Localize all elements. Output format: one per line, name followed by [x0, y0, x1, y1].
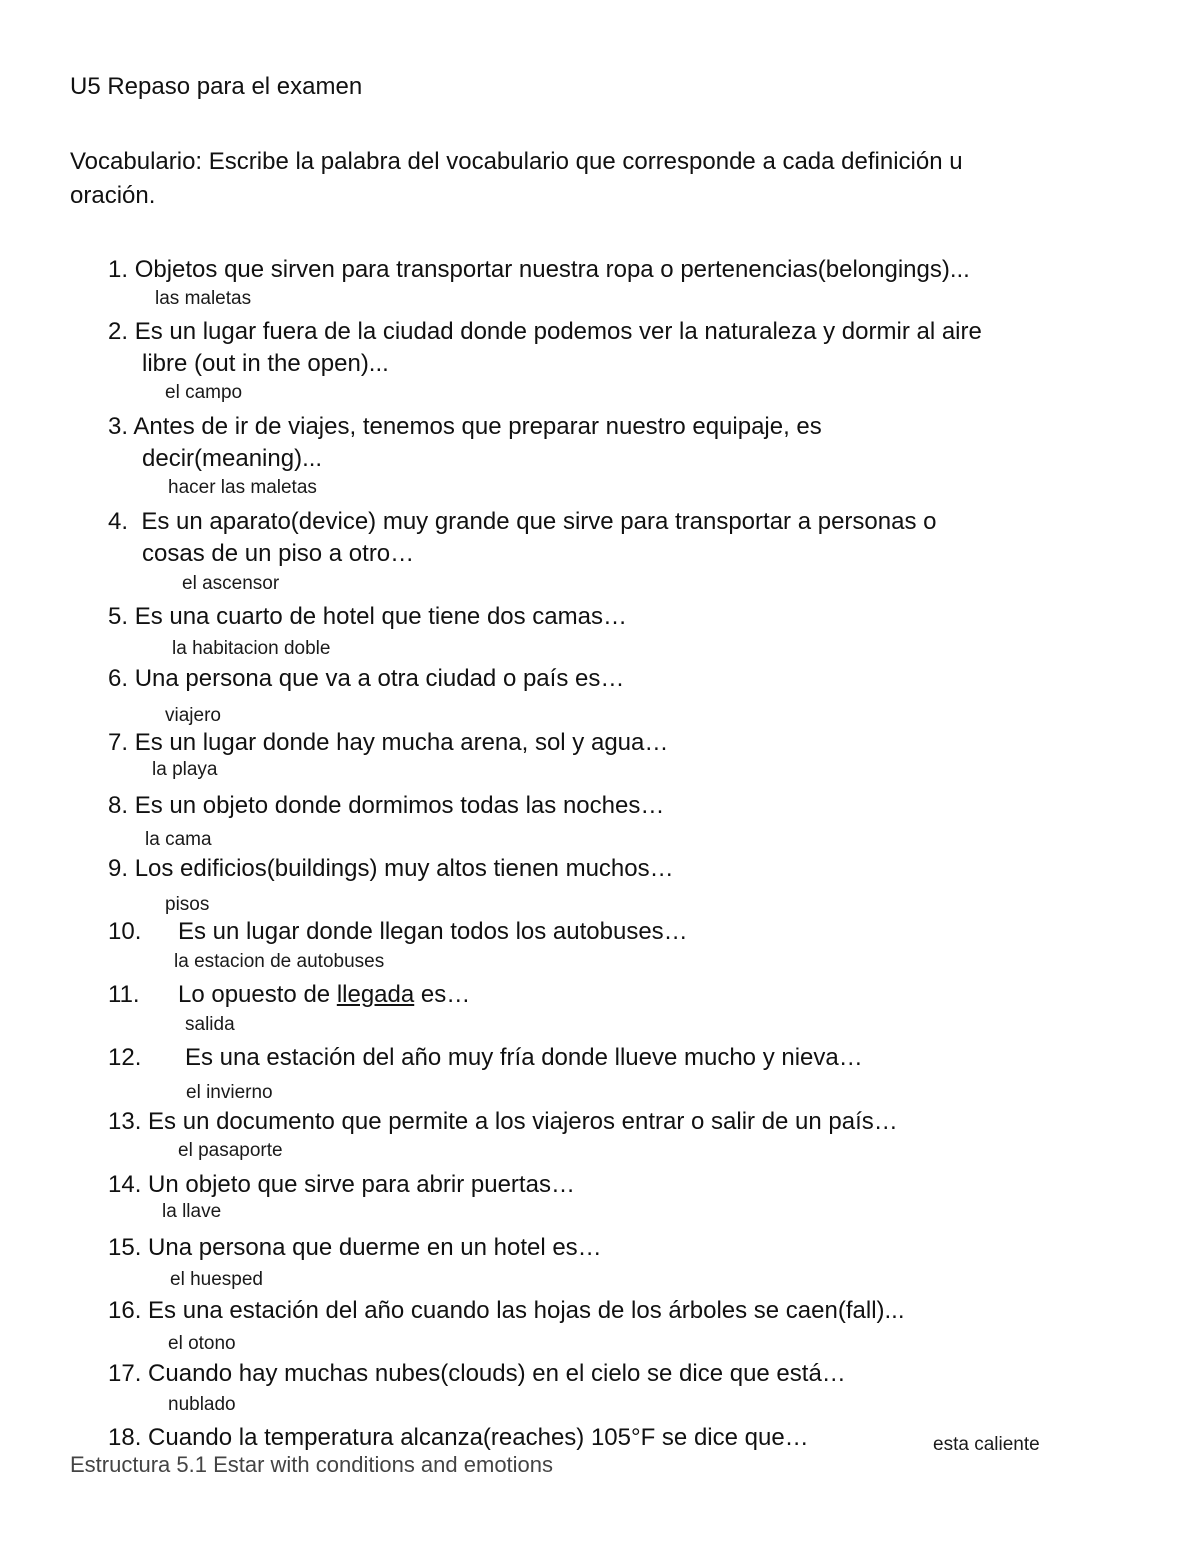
question-2: 2. Es un lugar fuera de la ciudad donde podemos ver la naturaleza y dormir al aire	[108, 318, 982, 345]
question-18: 18. Cuando la temperatura alcanza(reaches) 105°F se dice que…	[108, 1424, 809, 1451]
question-13: 13. Es un documento que permite a los viajeros entrar o salir de un país…	[108, 1108, 898, 1135]
answer-7: la playa	[152, 759, 218, 780]
question-4-line-2: cosas de un piso a otro…	[142, 540, 415, 567]
question-10: 10. Es un lugar donde llegan todos los autobuses…	[108, 918, 688, 945]
answer-14: la llave	[162, 1201, 222, 1222]
question-3: 3. Antes de ir de viajes, tenemos que preparar nuestro equipaje, es	[108, 413, 822, 440]
instructions-line-2: oración.	[70, 182, 156, 209]
answer-12: el invierno	[186, 1082, 273, 1103]
question-8: 8. Es un objeto donde dormimos todas las noches…	[108, 792, 665, 819]
answer-11: salida	[185, 1014, 235, 1035]
answer-4: el ascensor	[182, 573, 280, 594]
question-4: 4. Es un aparato(device) muy grande que sirve para transportar a personas o	[108, 508, 937, 535]
question-9: 9. Los edificios(buildings) muy altos tienen muchos…	[108, 855, 674, 882]
answer-16: el otono	[168, 1333, 236, 1354]
answer-6: viajero	[165, 705, 221, 726]
instructions	[70, 145, 1140, 213]
question-17: 17. Cuando hay muchas nubes(clouds) en el cielo se dice que está…	[108, 1360, 846, 1387]
question-14: 14. Un objeto que sirve para abrir puertas…	[108, 1171, 575, 1198]
answer-5: la habitacion doble	[172, 638, 331, 659]
answer-18: esta caliente	[933, 1434, 1040, 1455]
question-1: 1. Objetos que sirven para transportar nuestra ropa o pertenencias(belongings)...	[108, 256, 970, 283]
answer-8: la cama	[145, 829, 212, 850]
question-12: 12. Es una estación del año muy fría donde llueve mucho y nieva…	[108, 1044, 863, 1071]
answer-3: hacer las maletas	[168, 477, 317, 498]
question-2-line-2: libre (out in the open)...	[142, 350, 389, 377]
answer-15: el huesped	[170, 1269, 263, 1290]
question-16: 16. Es una estación del año cuando las hojas de los árboles se caen(fall)...	[108, 1297, 905, 1324]
footer-text: Estructura 5.1 Estar with conditions and emotions	[70, 1452, 554, 1477]
answer-2: el campo	[165, 382, 243, 403]
question-7: 7. Es un lugar donde hay mucha arena, sol y agua…	[108, 729, 669, 756]
question-15: 15. Una persona que duerme en un hotel es…	[108, 1234, 602, 1261]
question-5: 5. Es una cuarto de hotel que tiene dos camas…	[108, 603, 627, 630]
answer-13: el pasaporte	[178, 1140, 283, 1161]
answer-17: nublado	[168, 1394, 236, 1415]
question-3-line-2: decir(meaning)...	[142, 445, 323, 472]
answer-10: la estacion de autobuses	[174, 951, 385, 972]
page-title: U5 Repaso para el examen	[70, 73, 363, 100]
answer-1: las maletas	[155, 288, 252, 309]
question-11: 11. Lo opuesto de llegada es…	[108, 981, 471, 1008]
answer-9: pisos	[165, 894, 210, 915]
underlined-word: llegada	[336, 981, 415, 1008]
instructions-line-1: Vocabulario: Escribe la palabra del vocabulario que corresponde a cada definición u	[70, 148, 963, 175]
question-6: 6. Una persona que va a otra ciudad o país es…	[108, 665, 625, 692]
